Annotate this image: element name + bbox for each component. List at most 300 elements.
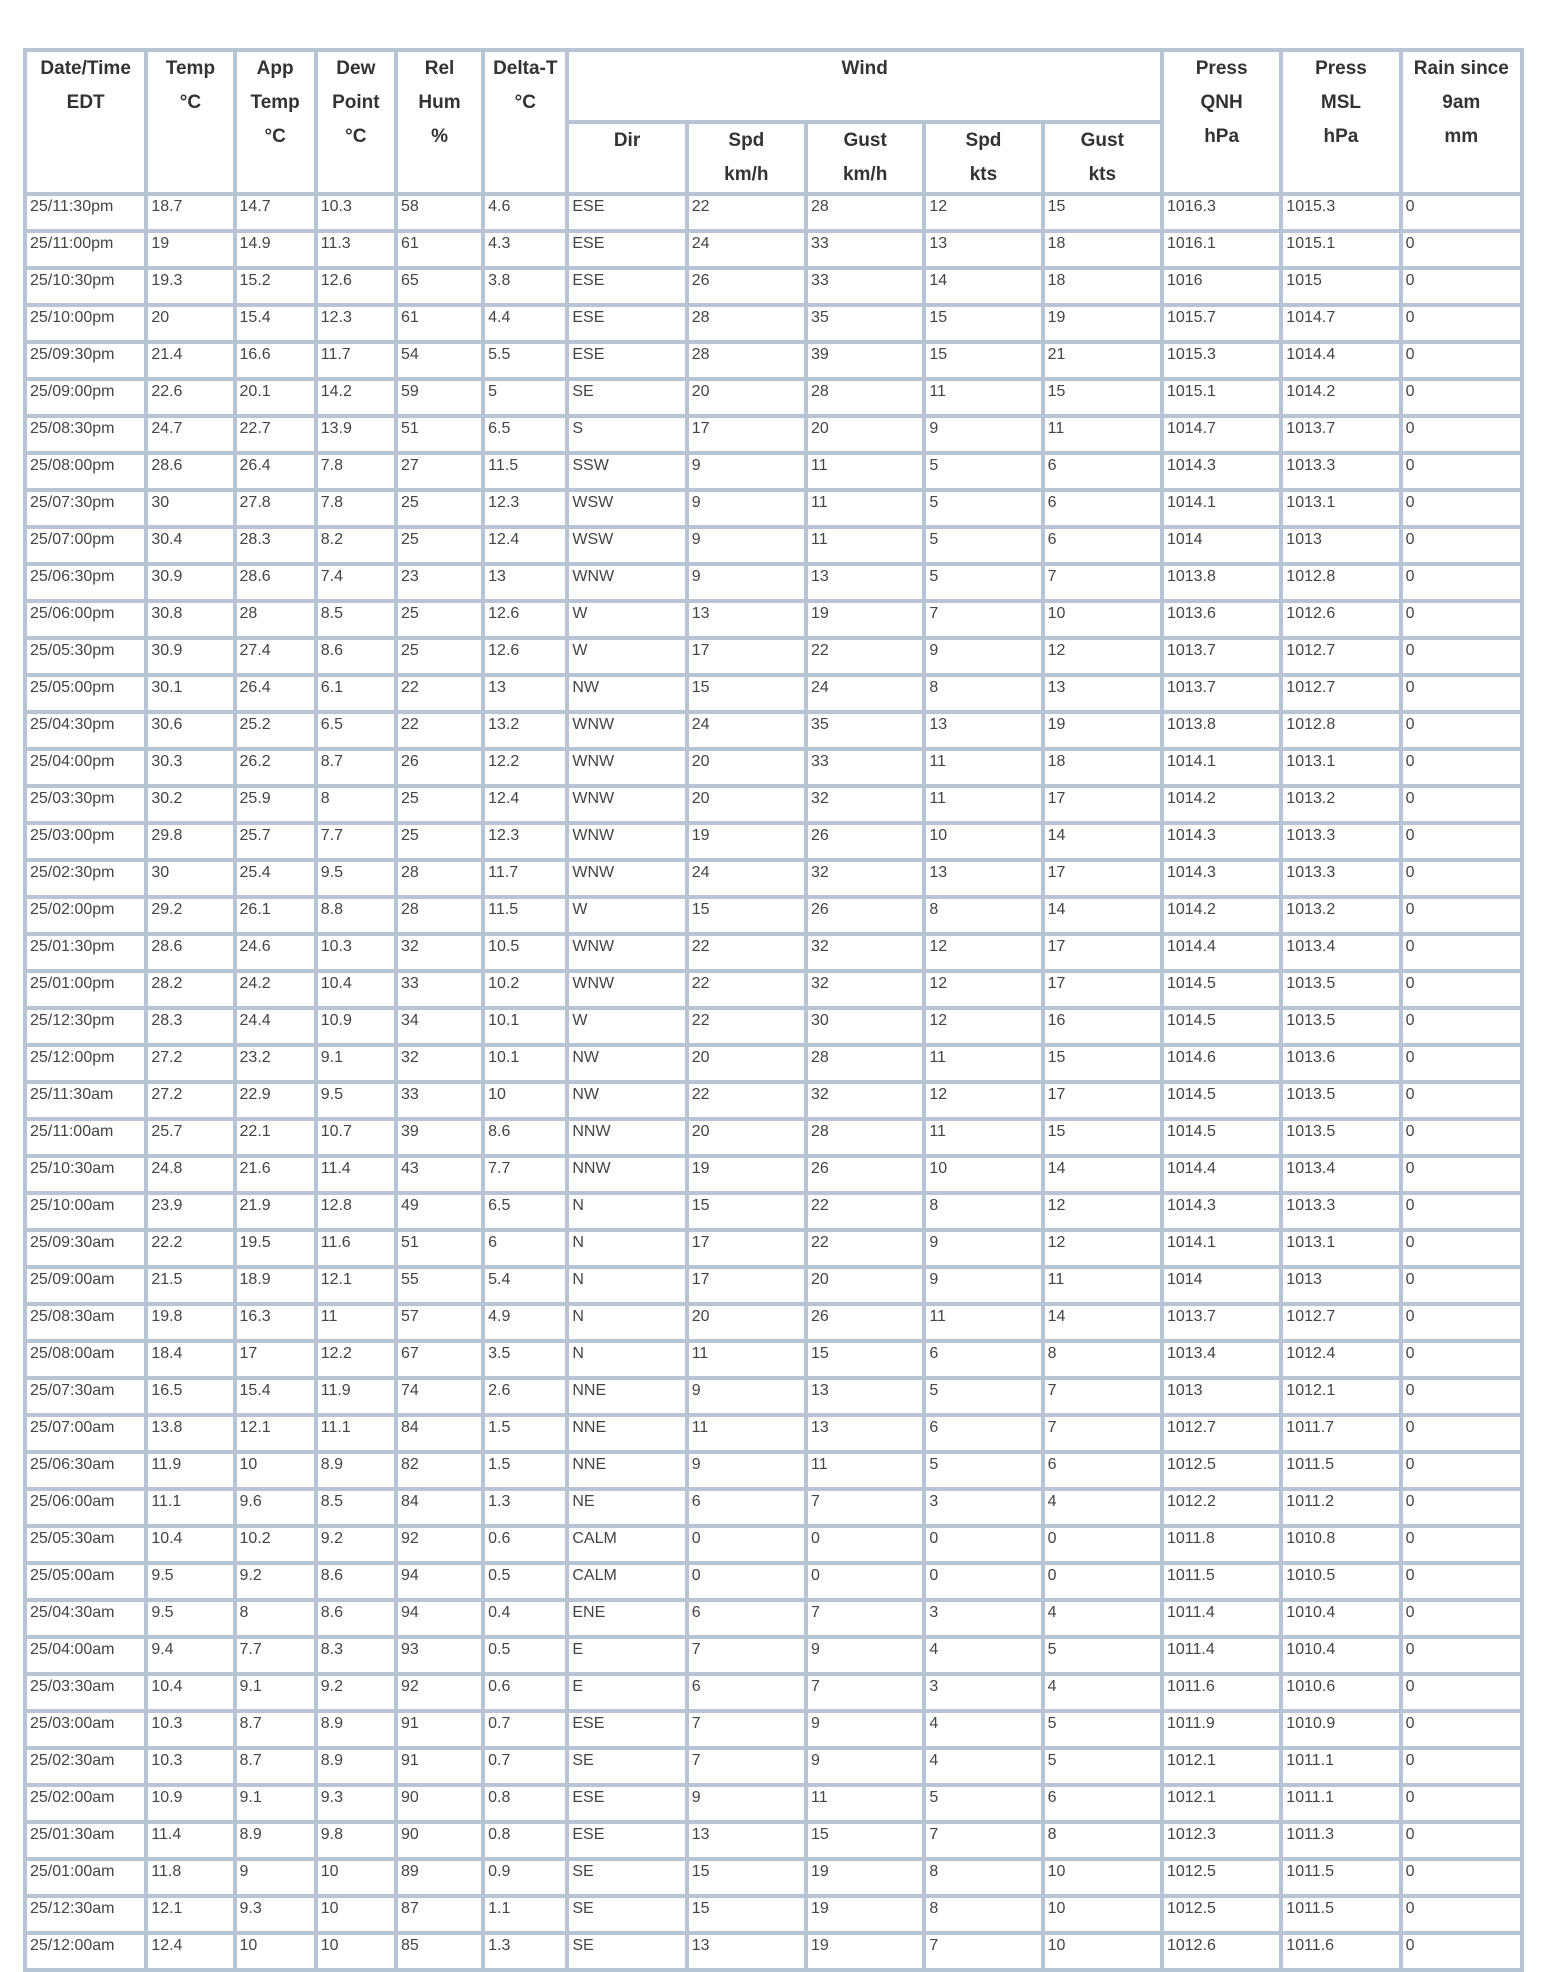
cell-wind-gust-kts: 17 <box>1045 936 1160 969</box>
cell-wind-gust-kts: 15 <box>1045 1047 1160 1080</box>
table-row <box>27 233 1520 266</box>
cell-app-temp: 10 <box>237 1935 314 1968</box>
cell-rain: 0 <box>1403 640 1520 673</box>
observations-body <box>27 196 1520 1968</box>
cell-delta-t: 0.6 <box>485 1676 565 1709</box>
cell-press-msl: 1012.7 <box>1283 640 1398 673</box>
table-row <box>27 529 1520 562</box>
cell-wind-spd-kmh: 9 <box>689 492 804 525</box>
cell-wind-dir: NNE <box>569 1417 684 1450</box>
cell-rel-hum: 84 <box>398 1491 481 1524</box>
cell-wind-spd-kts: 12 <box>926 1010 1040 1043</box>
cell-dew-point: 10.4 <box>318 973 394 1006</box>
cell-wind-gust-kts: 8 <box>1045 1343 1160 1376</box>
cell-temp: 28.2 <box>148 973 232 1006</box>
cell-press-qnh: 1012.2 <box>1164 1491 1279 1524</box>
cell-rel-hum: 57 <box>398 1306 481 1339</box>
cell-rel-hum: 94 <box>398 1565 481 1598</box>
cell-delta-t: 4.9 <box>485 1306 565 1339</box>
cell-datetime: 25/11:30am <box>27 1084 144 1117</box>
cell-rel-hum: 32 <box>398 936 481 969</box>
cell-wind-dir: ESE <box>569 1787 684 1820</box>
cell-datetime: 25/06:30am <box>27 1454 144 1487</box>
cell-app-temp: 16.3 <box>237 1306 314 1339</box>
cell-temp: 11.4 <box>148 1824 232 1857</box>
cell-press-qnh: 1016.1 <box>1164 233 1279 266</box>
cell-wind-gust-kmh: 32 <box>808 862 922 895</box>
cell-rel-hum: 25 <box>398 492 481 525</box>
cell-wind-gust-kmh: 11 <box>808 1454 922 1487</box>
cell-wind-gust-kmh: 15 <box>808 1343 922 1376</box>
cell-delta-t: 2.6 <box>485 1380 565 1413</box>
cell-rel-hum: 23 <box>398 566 481 599</box>
table-row <box>27 1639 1520 1672</box>
cell-datetime: 25/07:30pm <box>27 492 144 525</box>
cell-datetime: 25/05:30am <box>27 1528 144 1561</box>
cell-rel-hum: 32 <box>398 1047 481 1080</box>
cell-temp: 28.3 <box>148 1010 232 1043</box>
cell-wind-spd-kts: 11 <box>926 1121 1040 1154</box>
cell-press-msl: 1012.7 <box>1283 1306 1398 1339</box>
cell-wind-spd-kmh: 20 <box>689 1047 804 1080</box>
cell-dew-point: 8.3 <box>318 1639 394 1672</box>
cell-wind-spd-kmh: 0 <box>689 1565 804 1598</box>
cell-dew-point: 8.9 <box>318 1454 394 1487</box>
table-row <box>27 1713 1520 1746</box>
cell-press-msl: 1010.4 <box>1283 1639 1398 1672</box>
cell-wind-gust-kmh: 22 <box>808 1232 922 1265</box>
cell-wind-gust-kmh: 7 <box>808 1676 922 1709</box>
cell-rain: 0 <box>1403 899 1520 932</box>
cell-wind-gust-kmh: 9 <box>808 1639 922 1672</box>
cell-wind-gust-kts: 13 <box>1045 677 1160 710</box>
cell-datetime: 25/02:30pm <box>27 862 144 895</box>
cell-wind-gust-kmh: 33 <box>808 751 922 784</box>
cell-wind-spd-kmh: 6 <box>689 1676 804 1709</box>
cell-wind-gust-kmh: 0 <box>808 1565 922 1598</box>
cell-wind-spd-kmh: 22 <box>689 1010 804 1043</box>
cell-app-temp: 23.2 <box>237 1047 314 1080</box>
table-row <box>27 788 1520 821</box>
cell-delta-t: 10 <box>485 1084 565 1117</box>
cell-rel-hum: 87 <box>398 1898 481 1931</box>
cell-wind-spd-kts: 7 <box>926 603 1040 636</box>
cell-wind-gust-kmh: 19 <box>808 1861 922 1894</box>
cell-dew-point: 11.7 <box>318 344 394 377</box>
cell-delta-t: 0.7 <box>485 1713 565 1746</box>
cell-dew-point: 8.6 <box>318 640 394 673</box>
cell-dew-point: 10 <box>318 1935 394 1968</box>
cell-rain: 0 <box>1403 455 1520 488</box>
table-row <box>27 862 1520 895</box>
cell-press-qnh: 1011.5 <box>1164 1565 1279 1598</box>
cell-wind-spd-kmh: 24 <box>689 862 804 895</box>
cell-rel-hum: 33 <box>398 973 481 1006</box>
cell-datetime: 25/07:00am <box>27 1417 144 1450</box>
cell-rain: 0 <box>1403 1639 1520 1672</box>
cell-datetime: 25/11:00am <box>27 1121 144 1154</box>
cell-rel-hum: 25 <box>398 640 481 673</box>
cell-rel-hum: 92 <box>398 1528 481 1561</box>
cell-datetime: 25/03:30pm <box>27 788 144 821</box>
table-row <box>27 1602 1520 1635</box>
cell-wind-gust-kts: 10 <box>1045 603 1160 636</box>
cell-press-qnh: 1012.3 <box>1164 1824 1279 1857</box>
cell-app-temp: 7.7 <box>237 1639 314 1672</box>
cell-temp: 19.3 <box>148 270 232 303</box>
cell-wind-dir: S <box>569 418 684 451</box>
cell-rel-hum: 39 <box>398 1121 481 1154</box>
cell-wind-spd-kts: 8 <box>926 1195 1040 1228</box>
cell-wind-spd-kts: 8 <box>926 1861 1040 1894</box>
cell-dew-point: 9.5 <box>318 1084 394 1117</box>
cell-wind-dir: N <box>569 1195 684 1228</box>
cell-press-msl: 1013.6 <box>1283 1047 1398 1080</box>
cell-rel-hum: 27 <box>398 455 481 488</box>
cell-dew-point: 11.4 <box>318 1158 394 1191</box>
cell-dew-point: 7.8 <box>318 455 394 488</box>
table-row <box>27 1491 1520 1524</box>
cell-press-msl: 1013.2 <box>1283 788 1398 821</box>
cell-wind-spd-kmh: 13 <box>689 1935 804 1968</box>
cell-press-qnh: 1013.8 <box>1164 566 1279 599</box>
cell-datetime: 25/08:00pm <box>27 455 144 488</box>
cell-datetime: 25/01:00pm <box>27 973 144 1006</box>
cell-press-qnh: 1011.6 <box>1164 1676 1279 1709</box>
cell-dew-point: 9.5 <box>318 862 394 895</box>
cell-wind-gust-kmh: 35 <box>808 714 922 747</box>
cell-wind-gust-kmh: 26 <box>808 825 922 858</box>
cell-press-qnh: 1014.3 <box>1164 862 1279 895</box>
cell-app-temp: 17 <box>237 1343 314 1376</box>
cell-wind-gust-kts: 6 <box>1045 492 1160 525</box>
cell-press-qnh: 1015.3 <box>1164 344 1279 377</box>
cell-rain: 0 <box>1403 677 1520 710</box>
cell-dew-point: 12.1 <box>318 1269 394 1302</box>
cell-datetime: 25/02:00am <box>27 1787 144 1820</box>
table-row <box>27 640 1520 673</box>
cell-rel-hum: 91 <box>398 1713 481 1746</box>
cell-wind-gust-kmh: 7 <box>808 1491 922 1524</box>
cell-press-qnh: 1014.4 <box>1164 1158 1279 1191</box>
cell-press-qnh: 1012.5 <box>1164 1898 1279 1931</box>
cell-delta-t: 4.4 <box>485 307 565 340</box>
cell-rel-hum: 51 <box>398 418 481 451</box>
cell-temp: 11.8 <box>148 1861 232 1894</box>
cell-wind-dir: N <box>569 1232 684 1265</box>
cell-temp: 30 <box>148 492 232 525</box>
table-row <box>27 492 1520 525</box>
cell-press-qnh: 1012.7 <box>1164 1417 1279 1450</box>
cell-delta-t: 0.6 <box>485 1528 565 1561</box>
cell-wind-gust-kts: 8 <box>1045 1824 1160 1857</box>
cell-wind-gust-kmh: 35 <box>808 307 922 340</box>
cell-rain: 0 <box>1403 1195 1520 1228</box>
cell-delta-t: 8.6 <box>485 1121 565 1154</box>
cell-wind-dir: SE <box>569 1935 684 1968</box>
cell-rain: 0 <box>1403 1898 1520 1931</box>
cell-press-qnh: 1013.7 <box>1164 677 1279 710</box>
header-delta-t: Delta-T °C <box>485 52 565 192</box>
table-row <box>27 603 1520 636</box>
cell-press-qnh: 1014.2 <box>1164 788 1279 821</box>
cell-wind-gust-kts: 5 <box>1045 1750 1160 1783</box>
cell-datetime: 25/09:00am <box>27 1269 144 1302</box>
table-row <box>27 307 1520 340</box>
cell-wind-spd-kmh: 17 <box>689 418 804 451</box>
cell-wind-gust-kmh: 39 <box>808 344 922 377</box>
cell-rain: 0 <box>1403 751 1520 784</box>
cell-wind-spd-kmh: 22 <box>689 936 804 969</box>
table-row <box>27 455 1520 488</box>
cell-press-msl: 1012.4 <box>1283 1343 1398 1376</box>
header-wind-dir: Dir <box>569 124 684 192</box>
cell-rel-hum: 93 <box>398 1639 481 1672</box>
cell-temp: 21.5 <box>148 1269 232 1302</box>
cell-rel-hum: 92 <box>398 1676 481 1709</box>
cell-app-temp: 14.7 <box>237 196 314 229</box>
cell-press-msl: 1011.7 <box>1283 1417 1398 1450</box>
cell-press-qnh: 1014.3 <box>1164 455 1279 488</box>
cell-wind-dir: CALM <box>569 1565 684 1598</box>
cell-rain: 0 <box>1403 1158 1520 1191</box>
cell-temp: 22.6 <box>148 381 232 414</box>
cell-rain: 0 <box>1403 973 1520 1006</box>
cell-wind-gust-kts: 17 <box>1045 862 1160 895</box>
cell-rel-hum: 74 <box>398 1380 481 1413</box>
cell-press-qnh: 1014.1 <box>1164 751 1279 784</box>
cell-wind-spd-kts: 9 <box>926 640 1040 673</box>
cell-wind-dir: WNW <box>569 566 684 599</box>
cell-temp: 29.8 <box>148 825 232 858</box>
cell-wind-gust-kts: 10 <box>1045 1898 1160 1931</box>
cell-temp: 30.9 <box>148 640 232 673</box>
cell-wind-spd-kmh: 28 <box>689 344 804 377</box>
cell-temp: 10.3 <box>148 1750 232 1783</box>
cell-rel-hum: 28 <box>398 862 481 895</box>
cell-wind-gust-kmh: 28 <box>808 1121 922 1154</box>
cell-wind-spd-kts: 11 <box>926 751 1040 784</box>
cell-press-msl: 1013.1 <box>1283 751 1398 784</box>
table-row <box>27 936 1520 969</box>
cell-press-msl: 1012.8 <box>1283 566 1398 599</box>
cell-temp: 22.2 <box>148 1232 232 1265</box>
cell-wind-spd-kmh: 15 <box>689 1861 804 1894</box>
cell-app-temp: 25.2 <box>237 714 314 747</box>
cell-wind-dir: NW <box>569 1084 684 1117</box>
cell-temp: 23.9 <box>148 1195 232 1228</box>
cell-press-qnh: 1015.7 <box>1164 307 1279 340</box>
cell-delta-t: 5 <box>485 381 565 414</box>
cell-wind-spd-kmh: 17 <box>689 640 804 673</box>
cell-press-msl: 1010.9 <box>1283 1713 1398 1746</box>
cell-app-temp: 9.1 <box>237 1676 314 1709</box>
cell-datetime: 25/06:00pm <box>27 603 144 636</box>
table-row <box>27 1898 1520 1931</box>
cell-wind-dir: ESE <box>569 307 684 340</box>
cell-datetime: 25/02:00pm <box>27 899 144 932</box>
cell-press-msl: 1011.1 <box>1283 1787 1398 1820</box>
cell-app-temp: 9 <box>237 1861 314 1894</box>
cell-datetime: 25/04:30am <box>27 1602 144 1635</box>
cell-wind-spd-kts: 15 <box>926 307 1040 340</box>
cell-press-msl: 1012.6 <box>1283 603 1398 636</box>
cell-app-temp: 22.1 <box>237 1121 314 1154</box>
cell-press-qnh: 1013.4 <box>1164 1343 1279 1376</box>
table-row <box>27 1380 1520 1413</box>
cell-delta-t: 0.4 <box>485 1602 565 1635</box>
header-press-msl: Press MSL hPa <box>1283 52 1398 192</box>
cell-wind-gust-kts: 6 <box>1045 1454 1160 1487</box>
cell-rain: 0 <box>1403 936 1520 969</box>
cell-app-temp: 15.4 <box>237 307 314 340</box>
cell-app-temp: 27.8 <box>237 492 314 525</box>
cell-temp: 27.2 <box>148 1047 232 1080</box>
cell-delta-t: 0.8 <box>485 1787 565 1820</box>
cell-wind-dir: WNW <box>569 751 684 784</box>
cell-press-msl: 1015.3 <box>1283 196 1398 229</box>
cell-press-msl: 1011.5 <box>1283 1898 1398 1931</box>
header-wind-spd-kmh: Spd km/h <box>689 124 804 192</box>
cell-rel-hum: 26 <box>398 751 481 784</box>
cell-wind-gust-kts: 4 <box>1045 1676 1160 1709</box>
cell-dew-point: 11 <box>318 1306 394 1339</box>
cell-dew-point: 8.7 <box>318 751 394 784</box>
cell-rain: 0 <box>1403 1713 1520 1746</box>
cell-wind-gust-kmh: 13 <box>808 566 922 599</box>
cell-wind-gust-kmh: 9 <box>808 1713 922 1746</box>
cell-rel-hum: 25 <box>398 788 481 821</box>
cell-delta-t: 1.3 <box>485 1935 565 1968</box>
cell-wind-spd-kts: 4 <box>926 1713 1040 1746</box>
cell-wind-spd-kmh: 28 <box>689 307 804 340</box>
cell-wind-spd-kmh: 6 <box>689 1491 804 1524</box>
table-row <box>27 1195 1520 1228</box>
cell-temp: 11.9 <box>148 1454 232 1487</box>
cell-delta-t: 1.1 <box>485 1898 565 1931</box>
cell-wind-dir: ESE <box>569 1824 684 1857</box>
cell-press-msl: 1011.2 <box>1283 1491 1398 1524</box>
cell-press-qnh: 1011.8 <box>1164 1528 1279 1561</box>
cell-temp: 12.4 <box>148 1935 232 1968</box>
cell-dew-point: 8.8 <box>318 899 394 932</box>
cell-rain: 0 <box>1403 307 1520 340</box>
cell-delta-t: 1.5 <box>485 1454 565 1487</box>
cell-wind-spd-kts: 13 <box>926 714 1040 747</box>
cell-wind-spd-kts: 10 <box>926 825 1040 858</box>
cell-wind-spd-kmh: 9 <box>689 529 804 562</box>
cell-app-temp: 26.2 <box>237 751 314 784</box>
cell-wind-spd-kmh: 20 <box>689 788 804 821</box>
cell-dew-point: 12.2 <box>318 1343 394 1376</box>
cell-rel-hum: 34 <box>398 1010 481 1043</box>
cell-rel-hum: 82 <box>398 1454 481 1487</box>
cell-wind-gust-kts: 17 <box>1045 973 1160 1006</box>
cell-wind-gust-kts: 4 <box>1045 1602 1160 1635</box>
cell-wind-gust-kmh: 11 <box>808 1787 922 1820</box>
cell-wind-spd-kmh: 7 <box>689 1713 804 1746</box>
cell-wind-dir: NNE <box>569 1380 684 1413</box>
cell-datetime: 25/09:30am <box>27 1232 144 1265</box>
cell-rain: 0 <box>1403 1824 1520 1857</box>
cell-delta-t: 6.5 <box>485 1195 565 1228</box>
cell-wind-spd-kts: 12 <box>926 1084 1040 1117</box>
cell-wind-spd-kmh: 20 <box>689 1306 804 1339</box>
cell-delta-t: 12.6 <box>485 603 565 636</box>
cell-press-qnh: 1014.6 <box>1164 1047 1279 1080</box>
cell-datetime: 25/05:00pm <box>27 677 144 710</box>
cell-delta-t: 10.2 <box>485 973 565 1006</box>
cell-press-qnh: 1013 <box>1164 1380 1279 1413</box>
cell-dew-point: 11.9 <box>318 1380 394 1413</box>
cell-wind-gust-kts: 19 <box>1045 307 1160 340</box>
cell-datetime: 25/08:30pm <box>27 418 144 451</box>
cell-rain: 0 <box>1403 1343 1520 1376</box>
cell-temp: 30.6 <box>148 714 232 747</box>
cell-temp: 19.8 <box>148 1306 232 1339</box>
cell-press-msl: 1010.4 <box>1283 1602 1398 1635</box>
cell-datetime: 25/10:00am <box>27 1195 144 1228</box>
cell-wind-spd-kts: 9 <box>926 1232 1040 1265</box>
cell-wind-gust-kmh: 32 <box>808 788 922 821</box>
cell-delta-t: 1.5 <box>485 1417 565 1450</box>
cell-wind-gust-kts: 7 <box>1045 1417 1160 1450</box>
cell-temp: 27.2 <box>148 1084 232 1117</box>
cell-press-msl: 1010.6 <box>1283 1676 1398 1709</box>
cell-press-msl: 1011.1 <box>1283 1750 1398 1783</box>
cell-press-msl: 1012.7 <box>1283 677 1398 710</box>
cell-rain: 0 <box>1403 1454 1520 1487</box>
cell-delta-t: 11.5 <box>485 899 565 932</box>
header-datetime: Date/Time EDT <box>27 52 144 192</box>
cell-datetime: 25/08:00am <box>27 1343 144 1376</box>
cell-rel-hum: 61 <box>398 233 481 266</box>
cell-temp: 28.6 <box>148 455 232 488</box>
cell-wind-dir: E <box>569 1676 684 1709</box>
cell-dew-point: 11.1 <box>318 1417 394 1450</box>
cell-press-msl: 1013.5 <box>1283 1010 1398 1043</box>
cell-dew-point: 8.5 <box>318 603 394 636</box>
cell-wind-gust-kmh: 32 <box>808 973 922 1006</box>
table-row <box>27 973 1520 1006</box>
cell-wind-spd-kts: 3 <box>926 1602 1040 1635</box>
cell-wind-gust-kts: 12 <box>1045 1195 1160 1228</box>
cell-press-qnh: 1014.5 <box>1164 1121 1279 1154</box>
table-row <box>27 1343 1520 1376</box>
cell-wind-spd-kmh: 11 <box>689 1343 804 1376</box>
cell-wind-spd-kmh: 22 <box>689 196 804 229</box>
cell-wind-spd-kts: 3 <box>926 1676 1040 1709</box>
cell-temp: 9.5 <box>148 1602 232 1635</box>
cell-rel-hum: 22 <box>398 677 481 710</box>
table-row <box>27 566 1520 599</box>
cell-wind-dir: WSW <box>569 529 684 562</box>
header-wind: Wind <box>569 52 1160 120</box>
cell-press-msl: 1013.5 <box>1283 1121 1398 1154</box>
cell-dew-point: 10.3 <box>318 196 394 229</box>
cell-rel-hum: 54 <box>398 344 481 377</box>
cell-wind-gust-kts: 5 <box>1045 1639 1160 1672</box>
cell-wind-spd-kts: 4 <box>926 1750 1040 1783</box>
cell-datetime: 25/12:00am <box>27 1935 144 1968</box>
cell-rel-hum: 67 <box>398 1343 481 1376</box>
cell-delta-t: 10.1 <box>485 1047 565 1080</box>
cell-temp: 30.3 <box>148 751 232 784</box>
cell-rel-hum: 59 <box>398 381 481 414</box>
cell-datetime: 25/12:00pm <box>27 1047 144 1080</box>
cell-wind-gust-kts: 4 <box>1045 1491 1160 1524</box>
cell-wind-gust-kts: 10 <box>1045 1935 1160 1968</box>
